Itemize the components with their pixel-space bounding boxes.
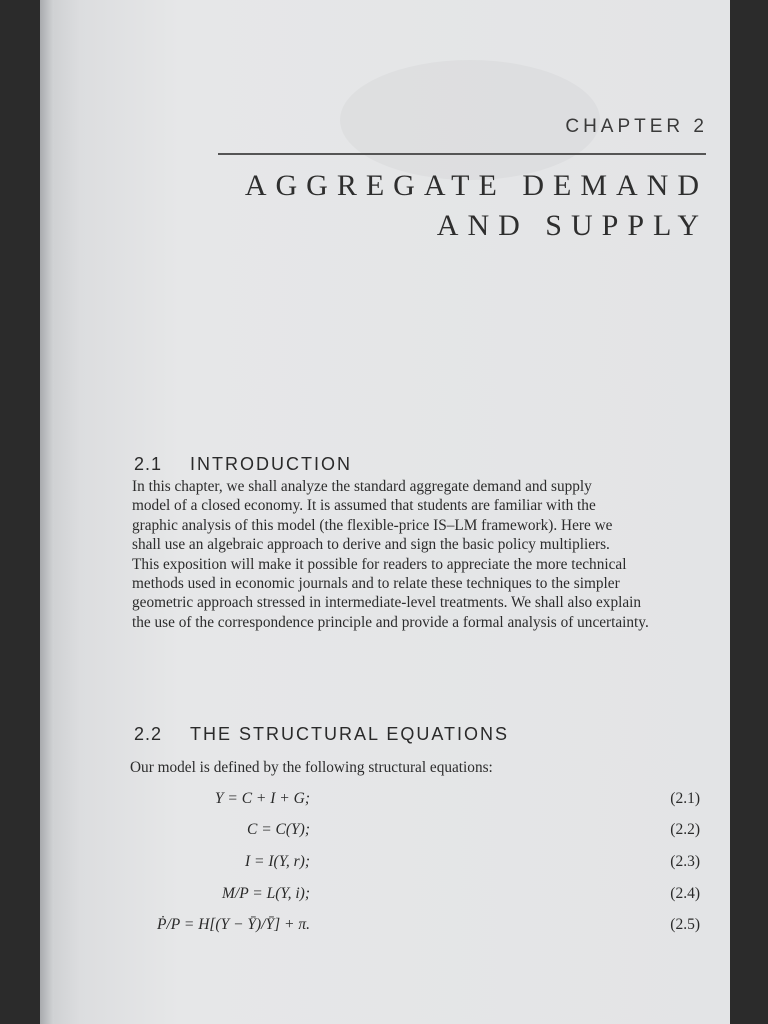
equation-row xyxy=(80,853,700,877)
equation-number: (2.5) xyxy=(670,916,700,933)
equation-number: (2.1) xyxy=(670,790,700,807)
equation-row xyxy=(80,885,700,909)
section-title: INTRODUCTION xyxy=(190,454,352,474)
bleed-through-shadow xyxy=(340,60,600,180)
paragraph-line: model of a closed economy. It is assumed that students are familiar with the xyxy=(132,497,596,515)
equation: Y = C + I + G; xyxy=(214,790,310,807)
equation-row xyxy=(80,790,700,814)
chapter-title-line-2: AND SUPPLY xyxy=(436,209,708,242)
equation-number: (2.2) xyxy=(670,821,700,838)
paragraph-line: shall use an algebraic approach to derive and sign the basic policy multipliers. xyxy=(132,536,610,554)
equation: C = C(Y); xyxy=(247,821,310,838)
equation: I = I(Y, r); xyxy=(245,853,310,870)
chapter-number: CHAPTER 2 xyxy=(565,116,708,137)
paragraph-line: This exposition will make it possible for readers to appreciate the more technical xyxy=(132,555,627,573)
section-heading-structural xyxy=(134,724,509,745)
page-binding-shadow xyxy=(40,0,54,1024)
paragraph-line: methods used in economic journals and to relate these techniques to the simpler xyxy=(132,575,620,593)
paragraph-line: geometric approach stressed in intermediate-level treatments. We shall also explain xyxy=(132,594,642,612)
paragraph-line: the use of the correspondence principle and provide a formal analysis of uncertainty. xyxy=(132,613,649,631)
paragraph-line: graphic analysis of this model (the flexible-price IS–LM framework). Here we xyxy=(132,516,613,534)
equation: Ṗ/P = H[(Y − Ȳ)/Ȳ] + π. xyxy=(157,916,310,933)
chapter-title xyxy=(245,166,708,246)
equation-number: (2.3) xyxy=(670,853,700,870)
equation-row xyxy=(80,821,700,845)
intro-paragraph xyxy=(132,477,707,632)
equation-number: (2.4) xyxy=(670,885,700,902)
equation: M/P = L(Y, i); xyxy=(222,885,310,902)
equation-row xyxy=(80,916,700,940)
paragraph-line: In this chapter, we shall analyze the standard aggregate demand and supply xyxy=(132,478,592,495)
chapter-rule xyxy=(218,153,706,155)
section-title: THE STRUCTURAL EQUATIONS xyxy=(190,724,510,744)
equations-intro: Our model is defined by the following structural equations: xyxy=(130,759,493,776)
chapter-title-line-1: AGGREGATE DEMAND xyxy=(244,169,708,202)
section-heading-intro xyxy=(134,454,352,475)
section-number: 2.2 xyxy=(134,724,163,744)
book-page xyxy=(40,0,730,1024)
section-number: 2.1 xyxy=(134,454,163,474)
